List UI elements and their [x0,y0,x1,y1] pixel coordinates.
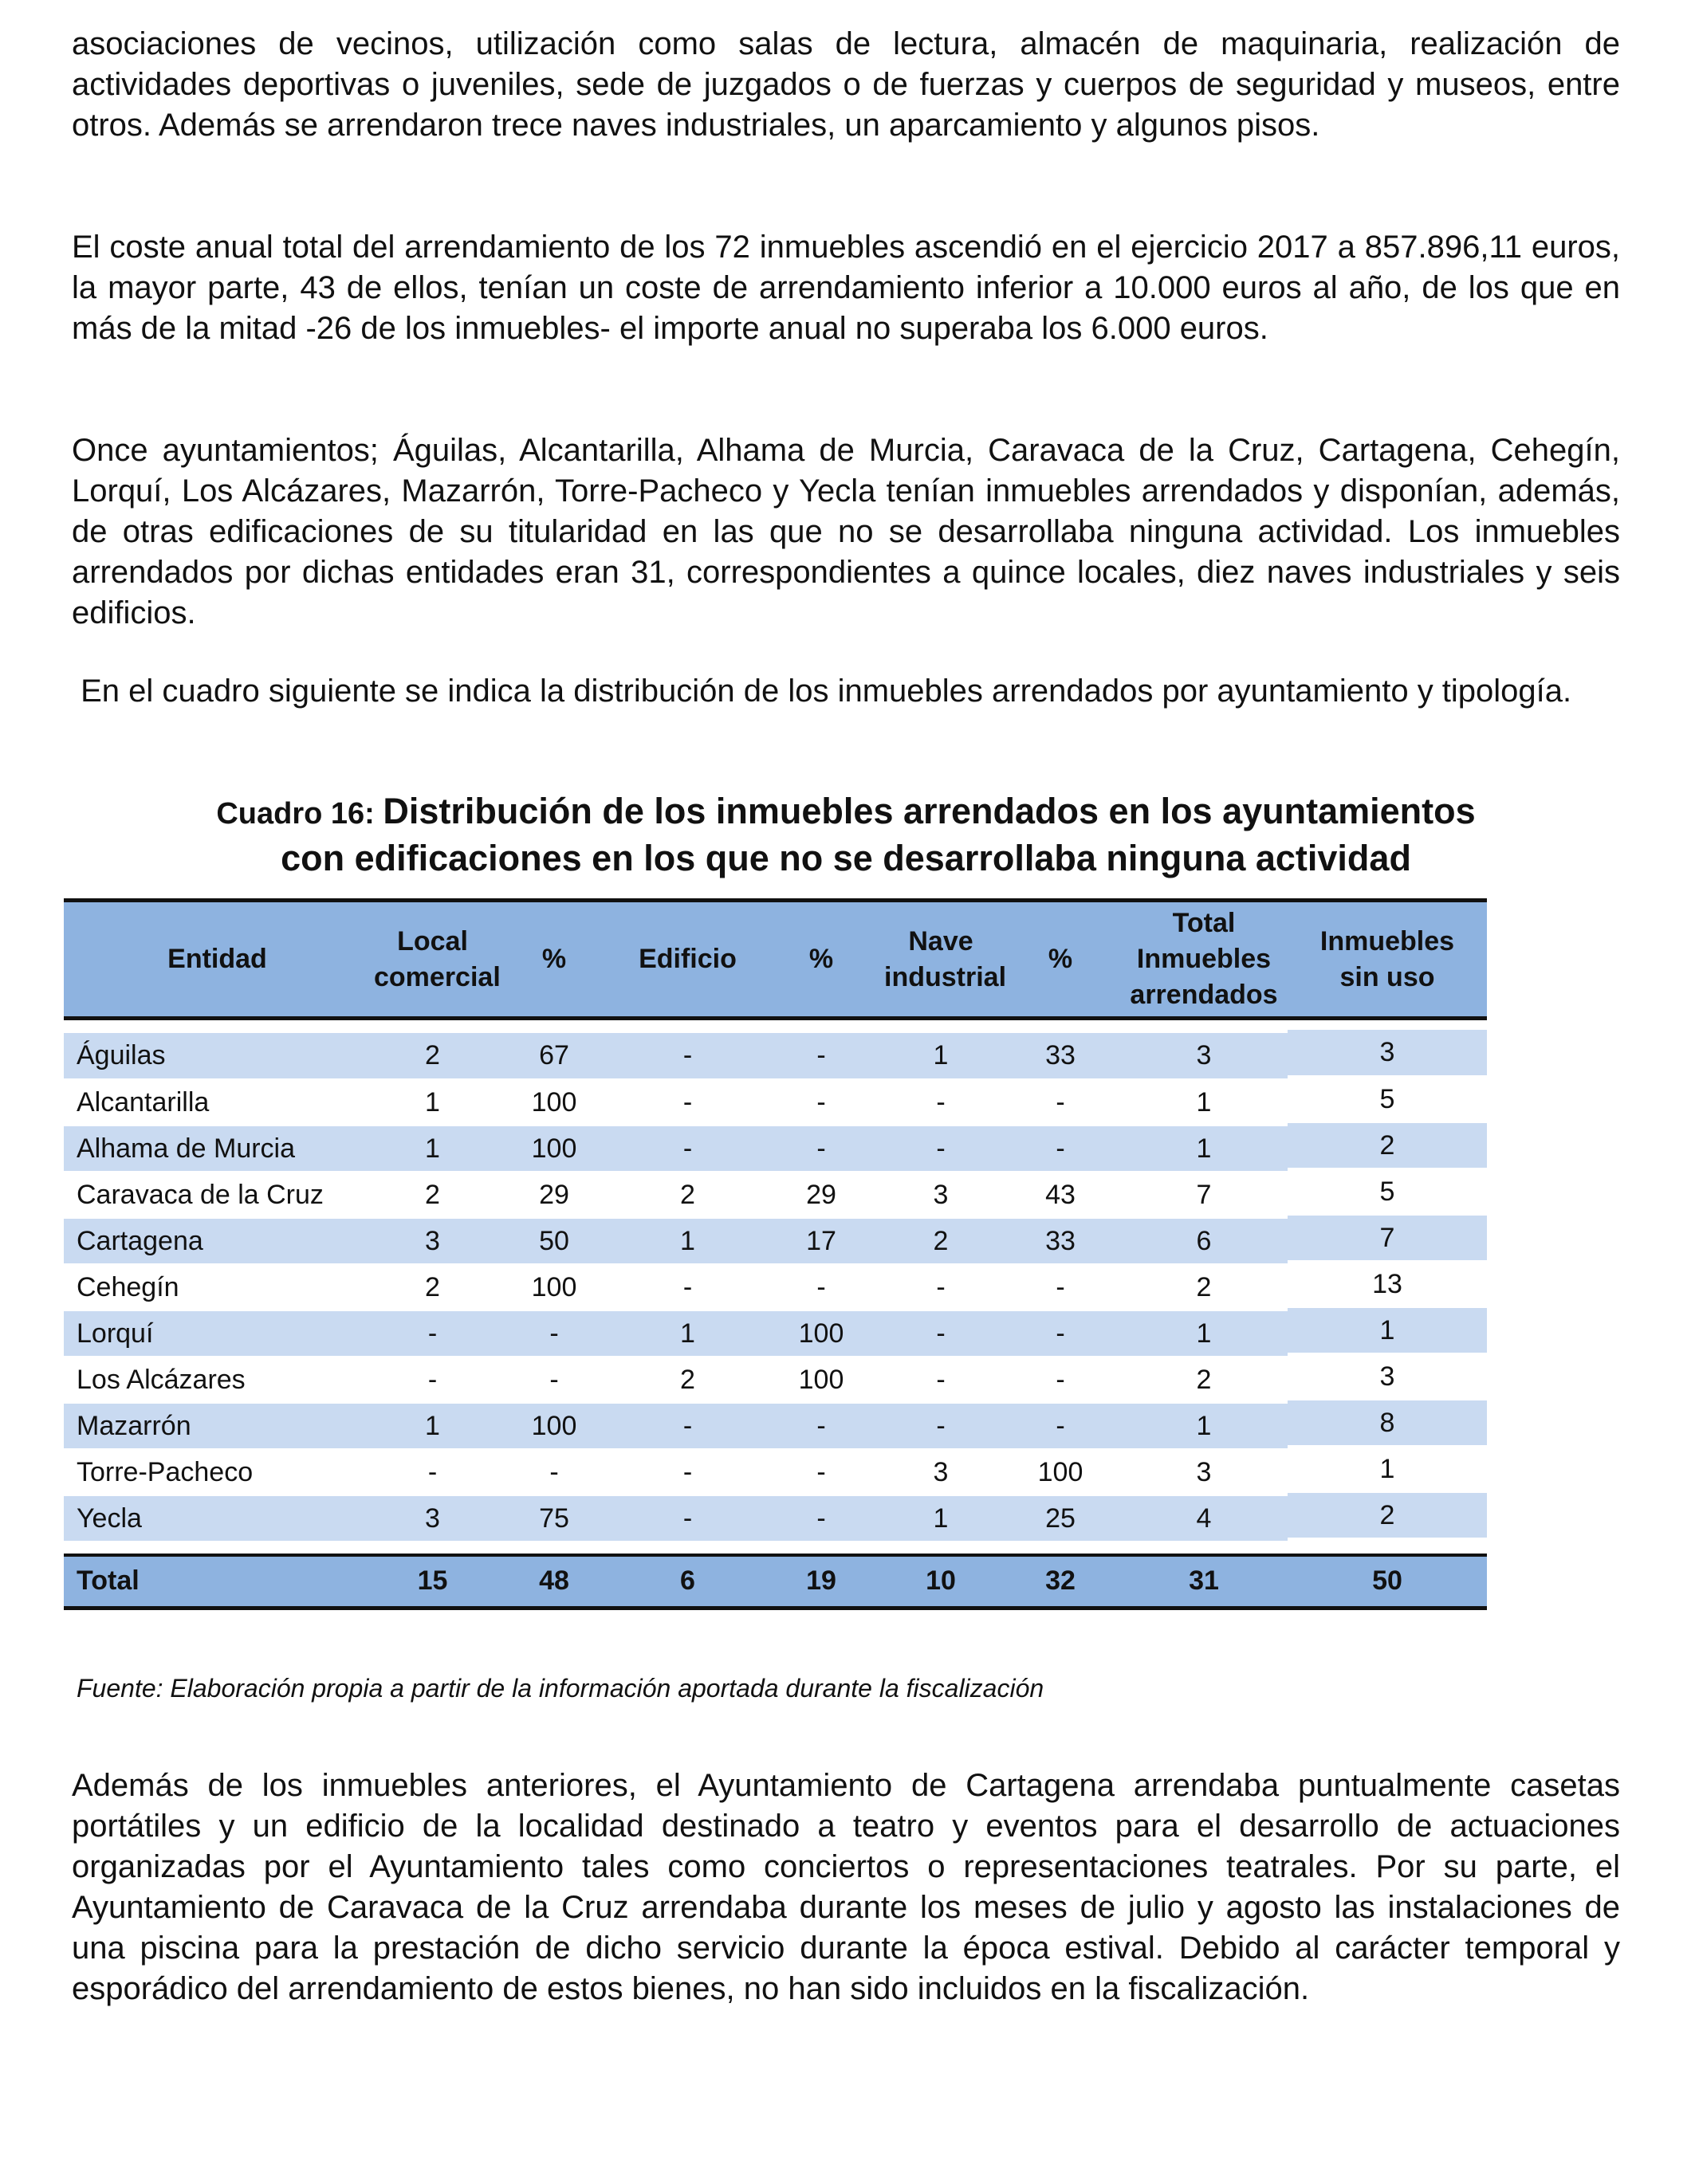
table-cell: 2 [371,1172,494,1218]
table-cell: 2 [1120,1264,1288,1310]
table-cell: - [1001,1125,1120,1172]
table-cell: - [614,1449,761,1495]
table-row [64,1449,1487,1495]
cell-entidad: Cartagena [64,1218,371,1264]
table-cell: 100 [494,1403,614,1449]
total-label: Total [77,1565,140,1597]
table-cell: 3 [881,1449,1001,1495]
table-row [64,1079,1487,1125]
table-cell: 2 [881,1218,1001,1264]
header-nave-industrial: Nave industrial [884,925,1007,992]
total-cell: 15 [417,1565,448,1597]
table-cell: 67 [494,1033,614,1079]
table-header-row [64,901,1487,1019]
table-cell: - [761,1495,881,1542]
cell-entidad: Yecla [64,1495,371,1542]
cell-entidad: Alhama de Murcia [64,1125,371,1172]
table-cell: - [494,1310,614,1357]
table-cell: - [494,1357,614,1403]
table-cell: 3 [881,1172,1001,1218]
table-cell: 100 [761,1310,881,1357]
total-cell: 50 [1372,1565,1402,1597]
table-cell: - [614,1264,761,1310]
table-cell: - [881,1264,1001,1310]
table-cell: - [761,1033,881,1079]
table-cell: - [881,1125,1001,1172]
table-cell: - [881,1403,1001,1449]
paragraph-2: El coste anual total del arrendamiento de los 72 inmuebles ascendió en el ejercicio 2017 a 857.896,11 euros, la mayor parte, 43 de ellos, tenían un coste de arrendamiento inferior a 10.000 euros al año, de los que en más de la mitad -26 de los inmuebles- el importe anual no superaba los 6.000 euros. [72,230,1620,346]
table-cell: - [1001,1264,1120,1310]
table-cell: 3 [371,1495,494,1542]
table-cell: 2 [1288,1492,1487,1538]
table-cell: - [1001,1357,1120,1403]
table-cell: 1 [614,1218,761,1264]
table-row [64,1495,1487,1542]
table-cell: - [371,1310,494,1357]
table-cell: 4 [1120,1495,1288,1542]
table-cell: - [761,1403,881,1449]
table-cell: 3 [1120,1449,1288,1495]
total-cell: 19 [806,1565,836,1597]
table-row [64,1218,1487,1264]
table-cell: 75 [494,1495,614,1542]
table-cell: 6 [1120,1218,1288,1264]
table-cell: 3 [371,1218,494,1264]
table-cell: 100 [1001,1449,1120,1495]
distribution-table-container [64,898,1487,1610]
table-cell: 1 [371,1125,494,1172]
table-cell: 17 [761,1218,881,1264]
cell-entidad: Torre-Pacheco [64,1449,371,1495]
table-cell: 2 [1288,1122,1487,1169]
table-cell: 33 [1001,1033,1120,1079]
table-cell: - [1001,1403,1120,1449]
table-cell: - [1001,1310,1120,1357]
caption-label: Cuadro 16: [216,797,383,831]
distribution-table [64,898,1487,1610]
table-cell: - [761,1449,881,1495]
table-cell: 29 [761,1172,881,1218]
total-cell: 10 [926,1565,956,1597]
table-cell: - [881,1079,1001,1125]
table-cell: - [761,1079,881,1125]
table-cell: - [614,1403,761,1449]
table-cell: 2 [614,1172,761,1218]
table-cell: - [371,1449,494,1495]
table-row [64,1172,1487,1218]
header-pct-local: % [541,944,567,974]
table-cell: 2 [371,1033,494,1079]
total-cell: 32 [1045,1565,1076,1597]
table-cell: 43 [1001,1172,1120,1218]
caption-line-2: con edificaciones en los que no se desarrollaba ninguna actividad [281,838,1411,878]
table-cell: 1 [614,1310,761,1357]
total-cell: 48 [539,1565,569,1597]
table-cell: - [614,1125,761,1172]
table-cell: 100 [494,1264,614,1310]
table-cell: 2 [614,1357,761,1403]
table-cell: 1 [1120,1125,1288,1172]
header-total-arrendados: Total Inmuebles arrendados [1130,908,1278,1010]
cell-entidad: Cehegín [64,1264,371,1310]
total-cell: 6 [680,1565,695,1597]
header-entidad: Entidad [167,944,267,974]
table-cell: 2 [1120,1357,1288,1403]
table-cell: 8 [1288,1400,1487,1446]
table-row [64,1125,1487,1172]
table-row [64,1264,1487,1310]
cell-entidad: Caravaca de la Cruz [64,1172,371,1218]
table-cell: - [1001,1079,1120,1125]
table-cell: 100 [761,1357,881,1403]
table-cell: 50 [494,1218,614,1264]
table-caption [72,789,1620,880]
caption-line-1: Distribución de los inmuebles arrendados en los ayuntamientos [383,791,1476,831]
cell-entidad: Los Alcázares [64,1357,371,1403]
table-cell: 3 [1288,1353,1487,1400]
table-cell: 100 [494,1125,614,1172]
table-cell: 5 [1288,1076,1487,1122]
table-cell: 1 [1120,1079,1288,1125]
table-row [64,1033,1487,1079]
table-cell: 5 [1288,1169,1487,1215]
table-cell: - [614,1033,761,1079]
table-cell: 1 [1120,1403,1288,1449]
table-cell: - [614,1079,761,1125]
table-total-row [64,1555,1487,1608]
header-sin-uso: Inmuebles sin uso [1319,925,1455,992]
total-cell: 31 [1189,1565,1219,1597]
table-cell: 1 [881,1033,1001,1079]
header-pct-edificio: % [808,944,834,974]
header-local-comercial: Local comercial [374,925,501,992]
table-cell: 1 [371,1079,494,1125]
table-cell: 33 [1001,1218,1120,1264]
table-cell: 1 [371,1403,494,1449]
table-cell: 25 [1001,1495,1120,1542]
header-pct-nave: % [1048,944,1073,974]
table-cell: 3 [1120,1033,1288,1079]
paragraph-4: En el cuadro siguiente se indica la distribución de los inmuebles arrendados por ayuntamiento y tipología. [72,674,1572,709]
cell-entidad: Mazarrón [64,1403,371,1449]
table-cell: 100 [494,1079,614,1125]
table-cell: - [761,1264,881,1310]
table-source-note: Fuente: Elaboración propia a partir de la información aportada durante la fiscalización [77,1674,1044,1703]
table-cell: 2 [371,1264,494,1310]
table-cell: 13 [1288,1261,1487,1307]
cell-entidad: Alcantarilla [64,1079,371,1125]
table-cell: - [881,1310,1001,1357]
table-cell: - [494,1449,614,1495]
table-cell: 3 [1288,1030,1487,1076]
table-cell: 1 [1120,1310,1288,1357]
table-row [64,1310,1487,1357]
paragraph-5: Además de los inmuebles anteriores, el Ayuntamiento de Cartagena arrendaba puntualmente casetas portátiles y un edificio de la localidad destinado a teatro y eventos para el desarrollo de actuaciones organizadas por el Ayuntamiento tales como conciertos o representaciones teatrales. Por su parte, el Ayuntamiento de Caravaca de la Cruz arrendaba durante los meses de julio y agosto las instalaciones de una piscina para la prestación de dicho servicio durante la época estival. Debido al carácter temporal y esporádico del arrendamiento de estos bienes, no han sido incluidos en la fiscalización. [72,1768,1620,2006]
table-cell: 7 [1288,1215,1487,1261]
paragraph-3: Once ayuntamientos; Águilas, Alcantarilla, Alhama de Murcia, Caravaca de la Cruz, Cartagena, Cehegín, Lorquí, Los Alcázares, Mazarrón, Torre-Pacheco y Yecla tenían inmuebles arrendados y disponían, además, de otras edificaciones de su titularidad en las que no se desarrollaba ninguna actividad. Los inmuebles arrendados por dichas entidades eran 31, correspondientes a quince locales, diez naves industriales y seis edificios. [72,433,1620,630]
table-cell: 29 [494,1172,614,1218]
table-cell: - [614,1495,761,1542]
table-cell: - [761,1125,881,1172]
table-row [64,1357,1487,1403]
paragraph-1: asociaciones de vecinos, utilización como salas de lectura, almacén de maquinaria, realización de actividades deportivas o juveniles, sede de juzgados o de fuerzas y cuerpos de seguridad y museos, entre otros. Además se arrendaron trece naves industriales, un aparcamiento y algunos pisos. [72,26,1620,143]
table-body [64,1019,1487,1609]
header-edificio: Edificio [639,944,737,974]
table-row [64,1403,1487,1449]
table-cell: 1 [881,1495,1001,1542]
cell-entidad: Lorquí [64,1310,371,1357]
table-cell: - [371,1357,494,1403]
table-cell: 1 [1288,1446,1487,1492]
table-cell: 7 [1120,1172,1288,1218]
table-cell: 1 [1288,1307,1487,1353]
cell-entidad: Águilas [64,1033,371,1079]
table-cell: - [881,1357,1001,1403]
